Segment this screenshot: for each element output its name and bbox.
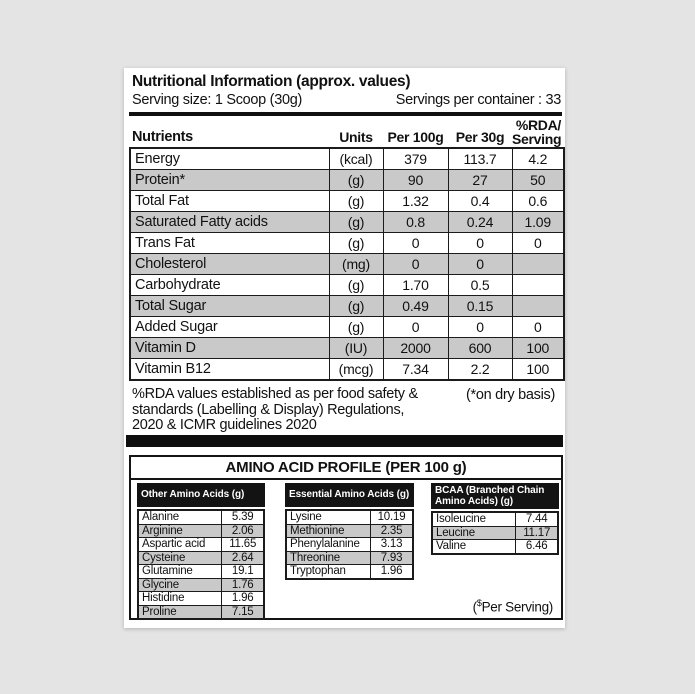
nutrition-table-row: [130, 296, 564, 317]
per-serving-superscript: $: [476, 597, 482, 608]
amino-table-other: [137, 509, 265, 620]
rda-footnote-line: 2020 & ICMR guidelines 2020: [132, 417, 317, 433]
amino-value-cell: 5.39: [222, 510, 264, 524]
amino-table-row: [138, 538, 264, 552]
amino-table-row: [286, 538, 413, 552]
per-30g-cell: 27: [448, 170, 512, 191]
rda-serving-cell: 50: [512, 170, 564, 191]
units-cell: (g): [329, 275, 383, 296]
amino-group-other: [137, 483, 265, 620]
amino-value-cell: 3.13: [371, 538, 414, 552]
nutrition-table-row: [130, 275, 564, 296]
rda-serving-cell: 100: [512, 359, 564, 381]
per-100g-cell: 0: [383, 254, 448, 275]
units-cell: (g): [329, 233, 383, 254]
amino-name-cell: Threonine: [286, 551, 371, 565]
nutrient-name-cell: Added Sugar: [130, 317, 329, 338]
per-100g-cell: 0: [383, 317, 448, 338]
amino-acid-profile-title: AMINO ACID PROFILE (PER 100 g): [131, 457, 561, 480]
per-30g-cell: 2.2: [448, 359, 512, 381]
amino-value-cell: 1.96: [222, 592, 264, 606]
amino-value-cell: 6.46: [516, 540, 558, 554]
amino-table-row: [432, 526, 558, 540]
rda-serving-cell: 100: [512, 338, 564, 359]
amino-name-cell: Phenylalanine: [286, 538, 371, 552]
servings-per-container-text: Servings per container : 33: [395, 92, 561, 108]
nutrition-table-row: [130, 338, 564, 359]
rda-footnote-line: %RDA values established as per food safety &: [132, 386, 418, 402]
nutrient-name-cell: Carbohydrate: [130, 275, 329, 296]
units-cell: (g): [329, 296, 383, 317]
per-30g-cell: 0: [448, 254, 512, 275]
rda-serving-cell: [512, 254, 564, 275]
nutrition-column-headers: [129, 114, 563, 147]
rda-serving-cell: [512, 296, 564, 317]
nutrition-table-row: [130, 148, 564, 170]
amino-table-row: [138, 592, 264, 606]
amino-table-row: [286, 510, 413, 524]
rda-footnote: [132, 387, 462, 434]
amino-table-row: [432, 540, 558, 554]
amino-name-cell: Tryptophan: [286, 565, 371, 579]
per-100g-cell: 7.34: [383, 359, 448, 381]
nutrition-table-row: [130, 359, 564, 381]
amino-value-cell: 11.17: [516, 526, 558, 540]
amino-table-row: [286, 551, 413, 565]
column-header-rda-serving: [512, 118, 561, 146]
amino-value-cell: 7.15: [222, 605, 264, 619]
amino-name-cell: Methionine: [286, 524, 371, 538]
amino-table-row: [138, 605, 264, 619]
per-100g-cell: 1.70: [383, 275, 448, 296]
amino-group-bcaa: [431, 483, 559, 555]
amino-group-header-other: Other Amino Acids (g): [137, 483, 265, 507]
rda-serving-cell: 0.6: [512, 191, 564, 212]
amino-name-cell: Histidine: [138, 592, 222, 606]
per-100g-cell: 0: [383, 233, 448, 254]
serving-size-text: Serving size: 1 Scoop (30g): [132, 92, 303, 108]
amino-name-cell: Proline: [138, 605, 222, 619]
units-cell: (g): [329, 317, 383, 338]
amino-value-cell: 11.65: [222, 538, 264, 552]
amino-group-header-bcaa: BCAA (Branched Chain Amino Acids) (g): [431, 483, 559, 509]
per-30g-cell: 0.24: [448, 212, 512, 233]
nutrition-table-row: [130, 191, 564, 212]
per-100g-cell: 90: [383, 170, 448, 191]
rda-serving-cell: [512, 275, 564, 296]
amino-table-row: [138, 551, 264, 565]
amino-group-header-essential: Essential Amino Acids (g): [285, 483, 414, 507]
nutrient-name-cell: Total Fat: [130, 191, 329, 212]
nutrient-name-cell: Total Sugar: [130, 296, 329, 317]
per-serving-open: (: [472, 599, 477, 614]
nutrient-name-cell: Vitamin B12: [130, 359, 329, 381]
per-100g-cell: 0.49: [383, 296, 448, 317]
nutrient-name-cell: Cholesterol: [130, 254, 329, 275]
nutrition-table-row: [130, 317, 564, 338]
per-100g-cell: 379: [383, 148, 448, 170]
amino-table-essential: [285, 509, 414, 580]
units-cell: (g): [329, 191, 383, 212]
amino-acid-profile-box: [129, 455, 563, 620]
amino-value-cell: 7.93: [371, 551, 414, 565]
amino-value-cell: 1.96: [371, 565, 414, 579]
per-30g-cell: 0: [448, 233, 512, 254]
units-cell: (mcg): [329, 359, 383, 381]
column-header-per-100g: Per 100g: [387, 129, 444, 145]
rda-header-line1: %RDA/: [515, 117, 561, 133]
nutrition-label: [124, 68, 565, 628]
amino-value-cell: 10.19: [371, 510, 414, 524]
amino-value-cell: 19.1: [222, 565, 264, 579]
per-100g-cell: 2000: [383, 338, 448, 359]
nutrient-name-cell: Saturated Fatty acids: [130, 212, 329, 233]
amino-value-cell: 7.44: [516, 512, 558, 526]
nutrition-table-row: [130, 170, 564, 191]
amino-value-cell: 2.06: [222, 524, 264, 538]
amino-table-row: [432, 512, 558, 526]
units-cell: (g): [329, 170, 383, 191]
amino-name-cell: Leucine: [432, 526, 516, 540]
per-30g-cell: 0.15: [448, 296, 512, 317]
units-cell: (IU): [329, 338, 383, 359]
per-30g-cell: 0.4: [448, 191, 512, 212]
serving-info-row: [132, 92, 561, 108]
amino-value-cell: 1.76: [222, 578, 264, 592]
amino-value-cell: 2.35: [371, 524, 414, 538]
amino-name-cell: Cysteine: [138, 551, 222, 565]
section-divider-bar: [126, 435, 563, 447]
amino-name-cell: Lysine: [286, 510, 371, 524]
amino-name-cell: Alanine: [138, 510, 222, 524]
per-30g-cell: 113.7: [448, 148, 512, 170]
amino-table-row: [138, 524, 264, 538]
amino-table-bcaa: [431, 511, 559, 555]
amino-name-cell: Arginine: [138, 524, 222, 538]
nutrition-table-row: [130, 212, 564, 233]
amino-table-row: [286, 565, 413, 579]
rda-serving-cell: 0: [512, 317, 564, 338]
rda-serving-cell: 0: [512, 233, 564, 254]
nutrient-name-cell: Protein*: [130, 170, 329, 191]
nutrient-name-cell: Trans Fat: [130, 233, 329, 254]
rda-header-line2: Serving: [512, 131, 562, 147]
amino-table-row: [138, 510, 264, 524]
column-header-nutrients: Nutrients: [132, 129, 193, 145]
amino-name-cell: Aspartic acid: [138, 538, 222, 552]
units-cell: (mg): [329, 254, 383, 275]
column-header-units: Units: [339, 129, 373, 145]
rda-serving-cell: 1.09: [512, 212, 564, 233]
per-100g-cell: 0.8: [383, 212, 448, 233]
amino-name-cell: Isoleucine: [432, 512, 516, 526]
rda-footnote-line: standards (Labelling & Display) Regulations,: [132, 401, 405, 418]
units-cell: (kcal): [329, 148, 383, 170]
amino-name-cell: Valine: [432, 540, 516, 554]
nutrient-name-cell: Vitamin D: [130, 338, 329, 359]
amino-table-row: [138, 565, 264, 579]
per-serving-note: [473, 598, 553, 615]
amino-value-cell: 2.64: [222, 551, 264, 565]
nutrition-table-row: [130, 254, 564, 275]
amino-table-row: [286, 524, 413, 538]
per-serving-text: Per Serving): [481, 599, 553, 614]
amino-group-essential: [285, 483, 414, 580]
units-cell: (g): [329, 212, 383, 233]
per-30g-cell: 0: [448, 317, 512, 338]
nutrition-table: [129, 147, 565, 381]
dry-basis-note: (*on dry basis): [466, 387, 555, 403]
amino-name-cell: Glutamine: [138, 565, 222, 579]
per-30g-cell: 600: [448, 338, 512, 359]
nutrition-info-title: Nutritional Information (approx. values): [132, 73, 411, 90]
nutrition-table-row: [130, 233, 564, 254]
rda-serving-cell: 4.2: [512, 148, 564, 170]
amino-table-row: [138, 578, 264, 592]
amino-name-cell: Glycine: [138, 578, 222, 592]
amino-acid-profile-content: [131, 480, 561, 618]
per-30g-cell: 0.5: [448, 275, 512, 296]
nutrient-name-cell: Energy: [130, 148, 329, 170]
per-100g-cell: 1.32: [383, 191, 448, 212]
column-header-per-30g: Per 30g: [455, 129, 505, 145]
